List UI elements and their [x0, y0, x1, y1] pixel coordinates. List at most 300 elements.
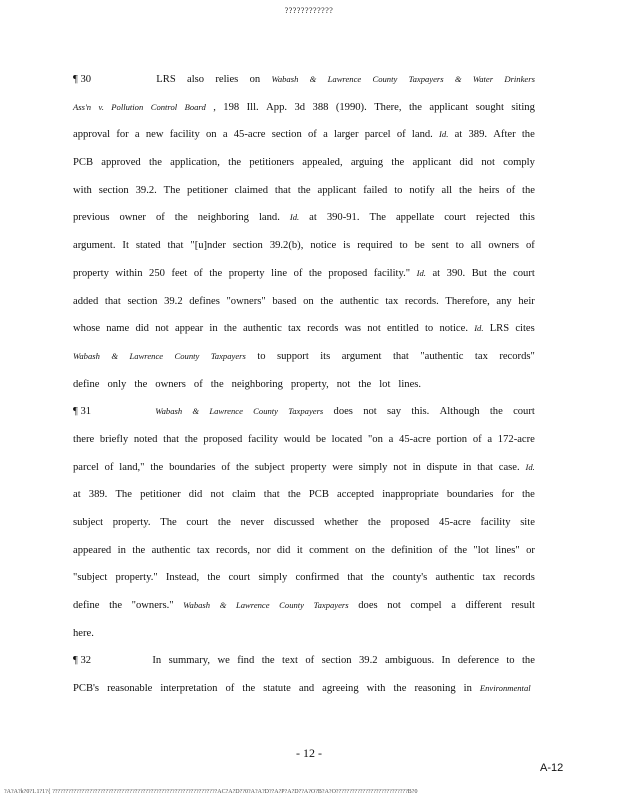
text-line	[73, 592, 535, 620]
case-citation-word: Lawrence	[129, 350, 164, 361]
word: portion	[436, 433, 468, 445]
word: county's	[392, 572, 428, 584]
text-line	[73, 260, 535, 288]
text-line	[73, 288, 535, 316]
word: the	[242, 683, 256, 695]
word: property.	[112, 517, 151, 528]
word: LRS	[489, 323, 510, 335]
word: authentic	[242, 323, 282, 335]
word: nor	[256, 544, 271, 556]
word: on	[303, 295, 314, 307]
word: the	[261, 655, 275, 667]
case-citation-word: Ass'n	[73, 101, 92, 112]
word: entitled	[387, 323, 419, 335]
case-citation-word: Taxpayers	[210, 350, 246, 361]
word: relies	[215, 74, 239, 85]
word: the	[174, 212, 188, 224]
word: failed	[363, 184, 388, 196]
word: or	[526, 544, 535, 556]
word: tax	[196, 544, 210, 556]
word: argument	[341, 350, 382, 362]
word: owners	[155, 378, 186, 390]
word: PCB	[73, 157, 94, 169]
word: the	[217, 517, 231, 528]
word: were	[332, 461, 353, 473]
case-citation-word: Environmental	[479, 683, 531, 694]
text-line	[73, 94, 535, 122]
word: land.	[411, 129, 433, 141]
word: proposed	[203, 433, 243, 445]
word: claimed	[234, 184, 269, 196]
word: did	[188, 489, 203, 501]
word: the	[521, 489, 535, 501]
word: After	[493, 129, 516, 141]
word: is	[343, 240, 351, 252]
header-mark: ????????????	[284, 6, 334, 15]
word: only	[107, 378, 127, 390]
word: ,	[213, 101, 216, 113]
word: defines	[189, 295, 220, 307]
word: "on	[367, 433, 383, 445]
word: the	[134, 378, 148, 390]
text-line	[73, 66, 535, 94]
word: not	[367, 323, 381, 335]
word: that	[477, 461, 493, 473]
case-citation-word: Lawrence	[235, 600, 270, 611]
word: 389.	[468, 129, 488, 141]
word: the	[489, 406, 503, 418]
word: comply	[503, 157, 535, 169]
word: this	[519, 212, 535, 224]
text-line	[73, 398, 535, 426]
word: application,	[170, 157, 220, 169]
case-citation-word: Water	[472, 74, 494, 84]
word: the	[391, 157, 405, 169]
word: its	[320, 350, 331, 362]
word: definition	[391, 544, 433, 556]
word: the	[371, 572, 385, 584]
word: reasoning	[414, 683, 456, 695]
word: land.	[258, 212, 280, 224]
word: section	[232, 240, 263, 252]
word: does	[358, 600, 378, 612]
word: appellate	[395, 212, 435, 224]
word: of	[155, 212, 165, 224]
word: section	[98, 184, 129, 196]
word: tax	[288, 323, 301, 335]
word: of	[221, 461, 231, 473]
word: the	[320, 295, 334, 307]
word: argument.	[73, 240, 116, 252]
word: to	[455, 240, 464, 252]
word: the	[393, 683, 407, 695]
word: was	[344, 323, 362, 335]
word: case.	[498, 461, 520, 473]
word: all	[470, 240, 482, 252]
word: in	[412, 461, 421, 473]
word: in	[463, 683, 472, 695]
word: within	[115, 267, 143, 279]
case-citation-word: County	[279, 600, 304, 611]
word: petitioner	[140, 489, 181, 501]
word: for	[116, 129, 129, 141]
word: subject	[73, 517, 104, 528]
word: of	[308, 129, 317, 141]
word: the	[223, 323, 237, 335]
word: a	[323, 129, 328, 141]
word: The	[369, 212, 386, 224]
word: notice	[310, 240, 337, 252]
word: neighboring	[197, 212, 249, 224]
word: proposed	[390, 517, 430, 528]
word: court	[444, 212, 466, 224]
word: owners	[488, 240, 519, 252]
word: of	[104, 461, 114, 473]
paragraph-number: ¶ 31	[73, 406, 92, 418]
word: property	[73, 267, 109, 279]
word: appealed,	[302, 157, 343, 169]
word: 45-acre	[233, 129, 266, 141]
word: in	[209, 323, 218, 335]
word: with	[366, 683, 386, 695]
word: of	[293, 267, 303, 279]
word: that	[163, 433, 180, 445]
word: tax	[385, 295, 399, 307]
paragraph-number: ¶ 32	[73, 655, 92, 667]
word: at	[454, 129, 463, 141]
word: summary,	[168, 655, 211, 667]
case-citation-word: Wabash	[271, 74, 299, 84]
word: with	[73, 184, 92, 196]
word: at	[309, 212, 317, 224]
page-number: - 12 -	[296, 746, 322, 760]
word: whether	[324, 517, 359, 528]
word: comment	[309, 544, 349, 556]
word: lines.	[398, 378, 422, 390]
word: text	[282, 655, 298, 667]
word: the	[297, 184, 311, 196]
word: a	[451, 600, 456, 612]
text-line	[73, 204, 535, 232]
word: claim	[232, 489, 256, 501]
word: "subject	[73, 572, 108, 584]
word: name	[106, 323, 130, 335]
word: for	[501, 489, 514, 501]
word: statute	[263, 683, 291, 695]
word: simply	[358, 461, 388, 473]
word: records	[307, 323, 339, 335]
word: Instead,	[165, 572, 200, 584]
word: sent	[431, 240, 449, 252]
word: the	[150, 461, 164, 473]
word: result	[511, 600, 535, 612]
word: "owners."	[131, 600, 174, 612]
word: 39.2	[359, 655, 378, 667]
word: court	[186, 517, 209, 528]
word: all	[441, 184, 453, 196]
case-citation-word: Id.	[525, 461, 535, 472]
case-citation-word: Wabash	[73, 350, 100, 361]
word: LRS	[156, 74, 176, 85]
word: did	[135, 323, 149, 335]
word: to	[257, 350, 266, 362]
word: 45-acre	[399, 433, 431, 445]
word: the	[367, 517, 381, 528]
word: In	[441, 655, 451, 667]
word: on	[249, 74, 261, 85]
text-line	[73, 564, 535, 592]
word: not	[210, 489, 225, 501]
word: to	[424, 323, 434, 335]
word: sought	[475, 101, 504, 113]
word: petitioner	[187, 184, 228, 196]
word: 39.2(b),	[269, 240, 304, 252]
case-citation-word: &	[219, 600, 227, 611]
word: Ill.	[246, 101, 259, 113]
word: siting	[511, 101, 535, 113]
word: approved	[101, 157, 141, 169]
word: to	[399, 240, 408, 252]
word: lines"	[495, 544, 520, 556]
text-line	[73, 343, 535, 371]
word: previous	[73, 212, 110, 224]
word: on	[354, 544, 366, 556]
word: facility	[169, 129, 200, 141]
word: 39.2	[164, 295, 183, 307]
word: that	[347, 572, 364, 584]
word: define	[73, 600, 100, 612]
word: the	[459, 184, 472, 196]
word: neighboring	[231, 378, 283, 390]
opinion-body	[73, 66, 535, 703]
word: In	[152, 655, 162, 667]
word: also	[187, 74, 205, 85]
text-line	[73, 481, 535, 509]
word: property	[228, 267, 265, 279]
word: line	[271, 267, 288, 279]
word: not	[336, 378, 351, 390]
case-citation-word: &	[192, 406, 200, 417]
word: this.	[411, 406, 430, 418]
text-line	[73, 426, 535, 454]
word: be	[414, 240, 425, 252]
case-citation-word: Pollution	[111, 101, 144, 112]
word: of	[438, 544, 448, 556]
word: records"	[499, 350, 535, 362]
word: proposed	[328, 267, 368, 279]
word: the	[493, 267, 507, 279]
case-citation-word: Board	[184, 101, 206, 112]
word: facility	[480, 517, 511, 528]
word: 172-acre	[497, 433, 535, 445]
word: of	[506, 184, 516, 196]
word: court	[228, 572, 251, 584]
word: rejected	[475, 212, 510, 224]
word: noted	[133, 433, 158, 445]
word: facility	[247, 433, 278, 445]
paragraph-number: ¶ 30	[73, 74, 92, 85]
word: 389.	[88, 489, 108, 501]
word: the	[210, 378, 224, 390]
word: court	[513, 267, 535, 279]
word: stated	[135, 240, 161, 252]
word: did	[276, 544, 291, 556]
word: "[u]nder	[190, 240, 226, 252]
word: added	[73, 295, 99, 307]
word: the	[228, 157, 242, 169]
word: of	[193, 267, 203, 279]
word: of	[396, 129, 406, 141]
word: notify	[409, 184, 435, 196]
text-line	[73, 537, 535, 565]
word: property,	[290, 378, 329, 390]
word: 250	[149, 267, 165, 279]
text-line	[73, 315, 535, 343]
word: the	[521, 655, 535, 667]
case-citation-word: Wabash	[183, 600, 211, 611]
word: does	[333, 406, 353, 418]
case-citation-word: Taxpayers	[288, 406, 324, 417]
word: heir	[518, 295, 535, 307]
word: applicant	[429, 101, 469, 113]
word: appear	[174, 323, 204, 335]
word: applicant	[412, 157, 452, 169]
word: Although	[439, 406, 480, 418]
word: required	[357, 240, 393, 252]
word: not	[363, 406, 377, 418]
case-citation-word: &	[309, 74, 317, 84]
word: petitioners	[249, 157, 295, 169]
text-line	[73, 675, 535, 703]
word: 45-acre	[439, 517, 471, 528]
text-line	[73, 647, 535, 675]
word: define	[73, 378, 100, 390]
case-citation-word: Taxpayers	[313, 600, 349, 611]
word: the	[522, 184, 535, 196]
word: to	[506, 655, 515, 667]
word: 39.2.	[135, 184, 157, 196]
word: the	[408, 101, 422, 113]
word: applicant	[317, 184, 357, 196]
word: "authentic	[420, 350, 464, 362]
word: not	[155, 323, 169, 335]
word: the	[235, 461, 249, 473]
word: appeared	[73, 544, 112, 556]
word: the	[148, 157, 162, 169]
case-citation-word: Control	[150, 101, 178, 112]
case-citation-word: v.	[98, 101, 104, 112]
word: in	[117, 544, 126, 556]
word: any	[496, 295, 512, 307]
word: briefly	[99, 433, 129, 445]
word: would	[283, 433, 311, 445]
text-line	[73, 620, 535, 648]
word: whose	[73, 323, 101, 335]
word: 3d	[294, 101, 306, 113]
word: site	[520, 517, 535, 528]
word: to	[394, 184, 403, 196]
word: facility."	[373, 267, 411, 279]
word: records	[503, 572, 535, 584]
word: records,	[216, 544, 250, 556]
word: a	[487, 433, 493, 445]
word: confirmed	[295, 572, 340, 584]
case-citation-word: Taxpayers	[408, 74, 444, 84]
word: authentic	[435, 572, 475, 584]
word: It	[122, 240, 129, 252]
case-citation-word: &	[454, 74, 462, 84]
case-citation-word: County	[372, 74, 398, 84]
word: cites	[515, 323, 535, 335]
word: authentic	[151, 544, 191, 556]
text-line	[73, 509, 535, 537]
word: that	[104, 295, 121, 307]
word: support	[276, 350, 309, 362]
word: the	[521, 129, 535, 141]
word: App.	[266, 101, 288, 113]
word: the	[207, 572, 221, 584]
word: never	[240, 517, 265, 528]
word: authentic	[339, 295, 379, 307]
word: feet	[171, 267, 188, 279]
case-citation-word: Lawrence	[327, 74, 362, 84]
word: reasonable	[107, 683, 153, 695]
word: a	[134, 129, 140, 141]
case-citation-word: Id.	[474, 323, 484, 334]
word: we	[217, 655, 230, 667]
word: 388	[312, 101, 329, 113]
appendix-reference: A-12	[540, 762, 564, 774]
word: the	[371, 544, 385, 556]
word: the	[287, 489, 301, 501]
word: of	[305, 655, 315, 667]
word: Therefore,	[445, 295, 490, 307]
word: 390-91.	[326, 212, 360, 224]
word: "owners"	[226, 295, 266, 307]
word: The	[115, 489, 132, 501]
word: there	[73, 433, 95, 445]
word: court	[513, 406, 535, 418]
word: accepted	[337, 489, 375, 501]
case-citation-word: Id.	[289, 212, 300, 223]
word: section	[127, 295, 158, 307]
word: But	[471, 267, 488, 279]
word: section	[271, 129, 302, 141]
word: There,	[374, 101, 402, 113]
word: at	[73, 489, 81, 501]
word: it	[296, 544, 303, 556]
word: property	[290, 461, 327, 473]
word: larger	[334, 129, 359, 141]
word: tax	[482, 572, 496, 584]
case-citation-word: Wabash	[155, 406, 183, 417]
word: at	[432, 267, 441, 279]
word: be	[315, 433, 326, 445]
word: (1990).	[335, 101, 367, 113]
text-line	[73, 121, 535, 149]
text-line	[73, 149, 535, 177]
word: dispute	[426, 461, 458, 473]
word: lot	[379, 378, 391, 390]
word: property."	[115, 572, 158, 584]
word: simply	[258, 572, 288, 584]
text-line	[73, 454, 535, 482]
case-citation-word: Id.	[416, 267, 426, 278]
word: not	[387, 600, 401, 612]
text-line	[73, 371, 535, 399]
word: on	[205, 129, 217, 141]
case-citation-word: Id.	[439, 129, 449, 140]
